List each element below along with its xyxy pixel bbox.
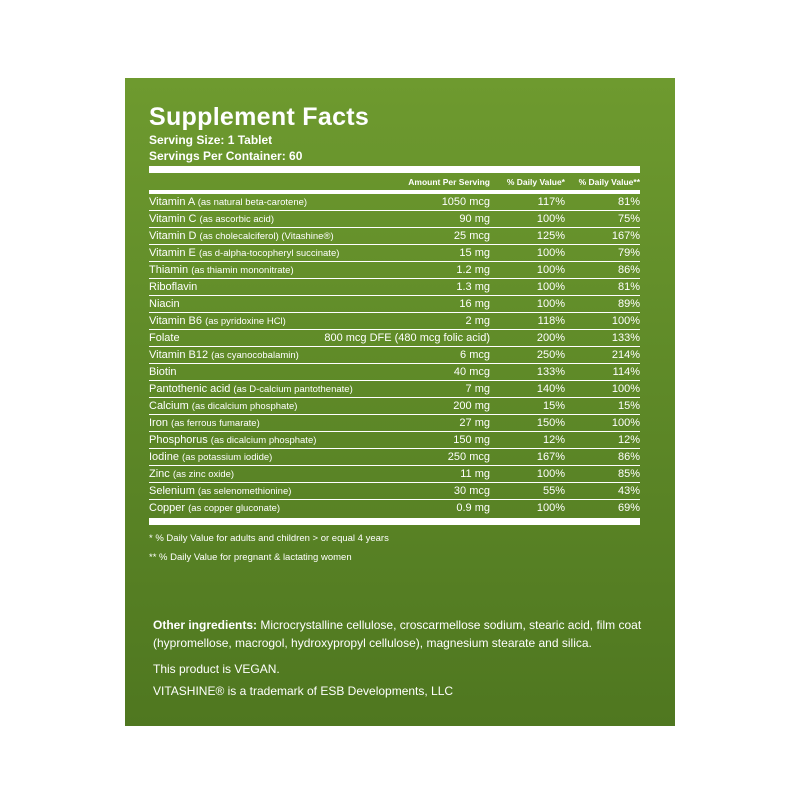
nutrient-amount: 40 mcg [453, 366, 490, 378]
nutrient-amount: 15 mg [459, 247, 490, 259]
nutrient-dv-pregnant: 114% [612, 366, 640, 378]
nutrient-source: (as ascorbic acid) [199, 214, 274, 225]
other-ingredients-section [153, 616, 643, 700]
nutrient-name: Riboflavin [149, 281, 198, 293]
nutrient-dv-adults: 15% [542, 400, 565, 412]
facts-title: Supplement Facts [149, 103, 370, 131]
nutrient-amount: 6 mcg [460, 349, 490, 361]
nutrient-row [149, 380, 640, 397]
nutrient-dv-pregnant: 79% [617, 247, 640, 259]
nutrient-amount: 90 mg [459, 213, 490, 225]
nutrient-dv-adults: 150% [536, 417, 565, 429]
nutrient-row [149, 227, 640, 244]
servings-per-container: Servings Per Container: 60 [149, 149, 303, 163]
nutrient-source: (as copper gluconate) [188, 503, 281, 514]
nutrient-source: (as selenomethionine) [197, 486, 292, 497]
nutrient-amount: 11 mg [460, 468, 490, 480]
nutrient-dv-pregnant: 100% [611, 417, 640, 429]
nutrient-amount: 27 mg [459, 417, 490, 429]
nutrient-name: Iron (as ferrous fumarate) [149, 417, 260, 429]
nutrient-dv-pregnant: 100% [611, 315, 640, 327]
nutrient-name: Vitamin A (as natural beta-carotene) [149, 196, 308, 208]
nutrient-source: (as cyanocobalamin) [211, 350, 299, 361]
bottom-divider [149, 518, 640, 525]
nutrient-dv-pregnant: 133% [611, 332, 640, 344]
footnote-adults: * % Daily Value for adults and children > or equal 4 years [149, 533, 389, 544]
nutrient-name: Zinc (as zinc oxide) [149, 468, 235, 480]
nutrient-amount: 1.3 mg [456, 281, 490, 293]
nutrient-dv-adults: 118% [537, 315, 565, 327]
nutrient-name: Iodine (as potassium iodide) [149, 451, 273, 463]
nutrient-amount: 150 mg [453, 434, 490, 446]
nutrient-amount: 2 mg [465, 315, 490, 327]
header-amount: Amount Per Serving [408, 176, 490, 187]
nutrient-row [149, 414, 640, 431]
trademark-statement: VITASHINE® is a trademark of ESB Developments, LLC [153, 684, 454, 698]
nutrient-row [149, 210, 640, 227]
nutrient-dv-adults: 100% [536, 281, 565, 293]
nutrient-dv-pregnant: 15% [617, 400, 640, 412]
nutrient-source: (as zinc oxide) [172, 469, 235, 480]
nutrient-row [149, 448, 640, 465]
nutrient-dv-pregnant: 167% [611, 230, 640, 242]
footnotes [149, 529, 640, 567]
nutrient-dv-pregnant: 214% [611, 349, 640, 361]
thick-divider [149, 166, 640, 173]
nutrient-row [149, 193, 640, 210]
nutrient-source: (as dicalcium phosphate) [210, 435, 317, 446]
nutrient-dv-pregnant: 85% [617, 468, 640, 480]
nutrient-source: (as D-calcium pantothenate) [233, 384, 353, 395]
nutrient-source: (as dicalcium phosphate) [191, 401, 298, 412]
nutrient-row [149, 465, 640, 482]
nutrient-dv-adults: 167% [536, 451, 565, 463]
nutrient-row [149, 363, 640, 380]
nutrient-dv-adults: 140% [536, 383, 565, 395]
nutrient-table [149, 193, 640, 516]
nutrient-dv-adults: 100% [536, 468, 565, 480]
nutrient-name: Vitamin B12 (as cyanocobalamin) [149, 349, 299, 361]
nutrient-dv-pregnant: 81% [617, 196, 640, 208]
nutrient-name: Niacin [149, 298, 180, 310]
supplement-facts-box [149, 102, 640, 567]
nutrient-dv-adults: 100% [536, 213, 565, 225]
nutrient-row [149, 499, 640, 516]
nutrient-amount: 200 mg [453, 400, 490, 412]
nutrient-source: (as thiamin mononitrate) [191, 265, 294, 276]
nutrient-name: Pantothenic acid (as D-calcium pantothenate) [149, 383, 353, 395]
nutrient-name: Thiamin (as thiamin mononitrate) [149, 264, 294, 276]
nutrient-row [149, 312, 640, 329]
nutrient-source: (as cholecalciferol) (Vitashine®) [199, 231, 334, 242]
table-header [149, 173, 640, 190]
header-dv1: % Daily Value* [506, 176, 565, 187]
nutrient-source: (as potassium iodide) [182, 452, 273, 463]
nutrient-name: Vitamin B6 (as pyridoxine HCl) [149, 315, 286, 327]
nutrient-dv-adults: 250% [536, 349, 565, 361]
nutrient-name: Vitamin C (as ascorbic acid) [149, 213, 274, 225]
nutrient-dv-adults: 100% [536, 502, 565, 514]
nutrient-amount: 30 mcg [453, 485, 490, 497]
nutrient-amount: 25 mcg [453, 230, 490, 242]
nutrient-row [149, 278, 640, 295]
nutrient-dv-pregnant: 81% [617, 281, 640, 293]
nutrient-name: Copper (as copper gluconate) [149, 502, 281, 514]
nutrient-dv-adults: 55% [542, 485, 565, 497]
nutrient-source: (as ferrous fumarate) [171, 418, 260, 429]
nutrient-dv-adults: 12% [542, 434, 565, 446]
nutrient-dv-pregnant: 43% [617, 485, 640, 497]
nutrient-row [149, 346, 640, 363]
nutrient-row [149, 295, 640, 312]
nutrient-dv-pregnant: 12% [617, 434, 640, 446]
nutrient-row [149, 397, 640, 414]
other-ingredients-text: Microcrystalline cellulose, croscarmellose sodium, stearic acid, film coat (hypromellose, macrogol, hydroxypropyl cellulose), magnesium stearate and silica. [153, 618, 642, 650]
footnote-pregnant: ** % Daily Value for pregnant & lactating women [149, 552, 352, 563]
nutrient-source: (as natural beta-carotene) [197, 197, 308, 208]
nutrient-dv-pregnant: 86% [617, 451, 640, 463]
nutrient-dv-adults: 117% [537, 196, 565, 208]
nutrient-source: (as d-alpha-tocopheryl succinate) [198, 248, 340, 259]
nutrient-dv-pregnant: 75% [617, 213, 640, 225]
nutrient-amount: 800 mcg DFE (480 mcg folic acid) [324, 332, 490, 344]
nutrient-amount: 7 mg [465, 383, 490, 395]
nutrient-source: (as pyridoxine HCl) [205, 316, 286, 327]
nutrient-name: Calcium (as dicalcium phosphate) [149, 400, 298, 412]
nutrient-row [149, 329, 640, 346]
nutrient-amount: 16 mg [459, 298, 490, 310]
nutrient-dv-pregnant: 89% [617, 298, 640, 310]
nutrient-dv-adults: 100% [536, 247, 565, 259]
nutrient-row [149, 482, 640, 499]
nutrient-dv-pregnant: 86% [617, 264, 640, 276]
nutrient-row [149, 244, 640, 261]
nutrient-dv-adults: 133% [536, 366, 565, 378]
serving-size: Serving Size: 1 Tablet [149, 133, 273, 147]
nutrient-dv-pregnant: 100% [611, 383, 640, 395]
nutrient-row [149, 431, 640, 448]
nutrient-name: Biotin [149, 366, 177, 378]
other-ingredients [153, 616, 643, 652]
nutrient-amount: 0.9 mg [456, 502, 490, 514]
nutrient-name: Vitamin D (as cholecalciferol) (Vitashine®) [149, 230, 334, 242]
other-ingredients-label: Other ingredients: [153, 618, 258, 632]
nutrient-dv-pregnant: 69% [617, 502, 640, 514]
nutrient-dv-adults: 100% [536, 264, 565, 276]
nutrient-name: Vitamin E (as d-alpha-tocopheryl succinate) [149, 247, 340, 259]
nutrient-amount: 250 mcg [447, 451, 490, 463]
vegan-statement: This product is VEGAN. [153, 662, 280, 676]
nutrient-row [149, 261, 640, 278]
nutrient-name: Selenium (as selenomethionine) [149, 485, 292, 497]
nutrient-dv-adults: 125% [536, 230, 565, 242]
supplement-panel [125, 78, 675, 726]
header-dv2: % Daily Value** [578, 176, 640, 187]
nutrient-dv-adults: 100% [536, 298, 565, 310]
nutrient-name: Phosphorus (as dicalcium phosphate) [149, 434, 317, 446]
nutrient-dv-adults: 200% [536, 332, 565, 344]
nutrient-amount: 1.2 mg [456, 264, 490, 276]
nutrient-name: Folate [149, 332, 180, 344]
nutrient-amount: 1050 mcg [441, 196, 490, 208]
